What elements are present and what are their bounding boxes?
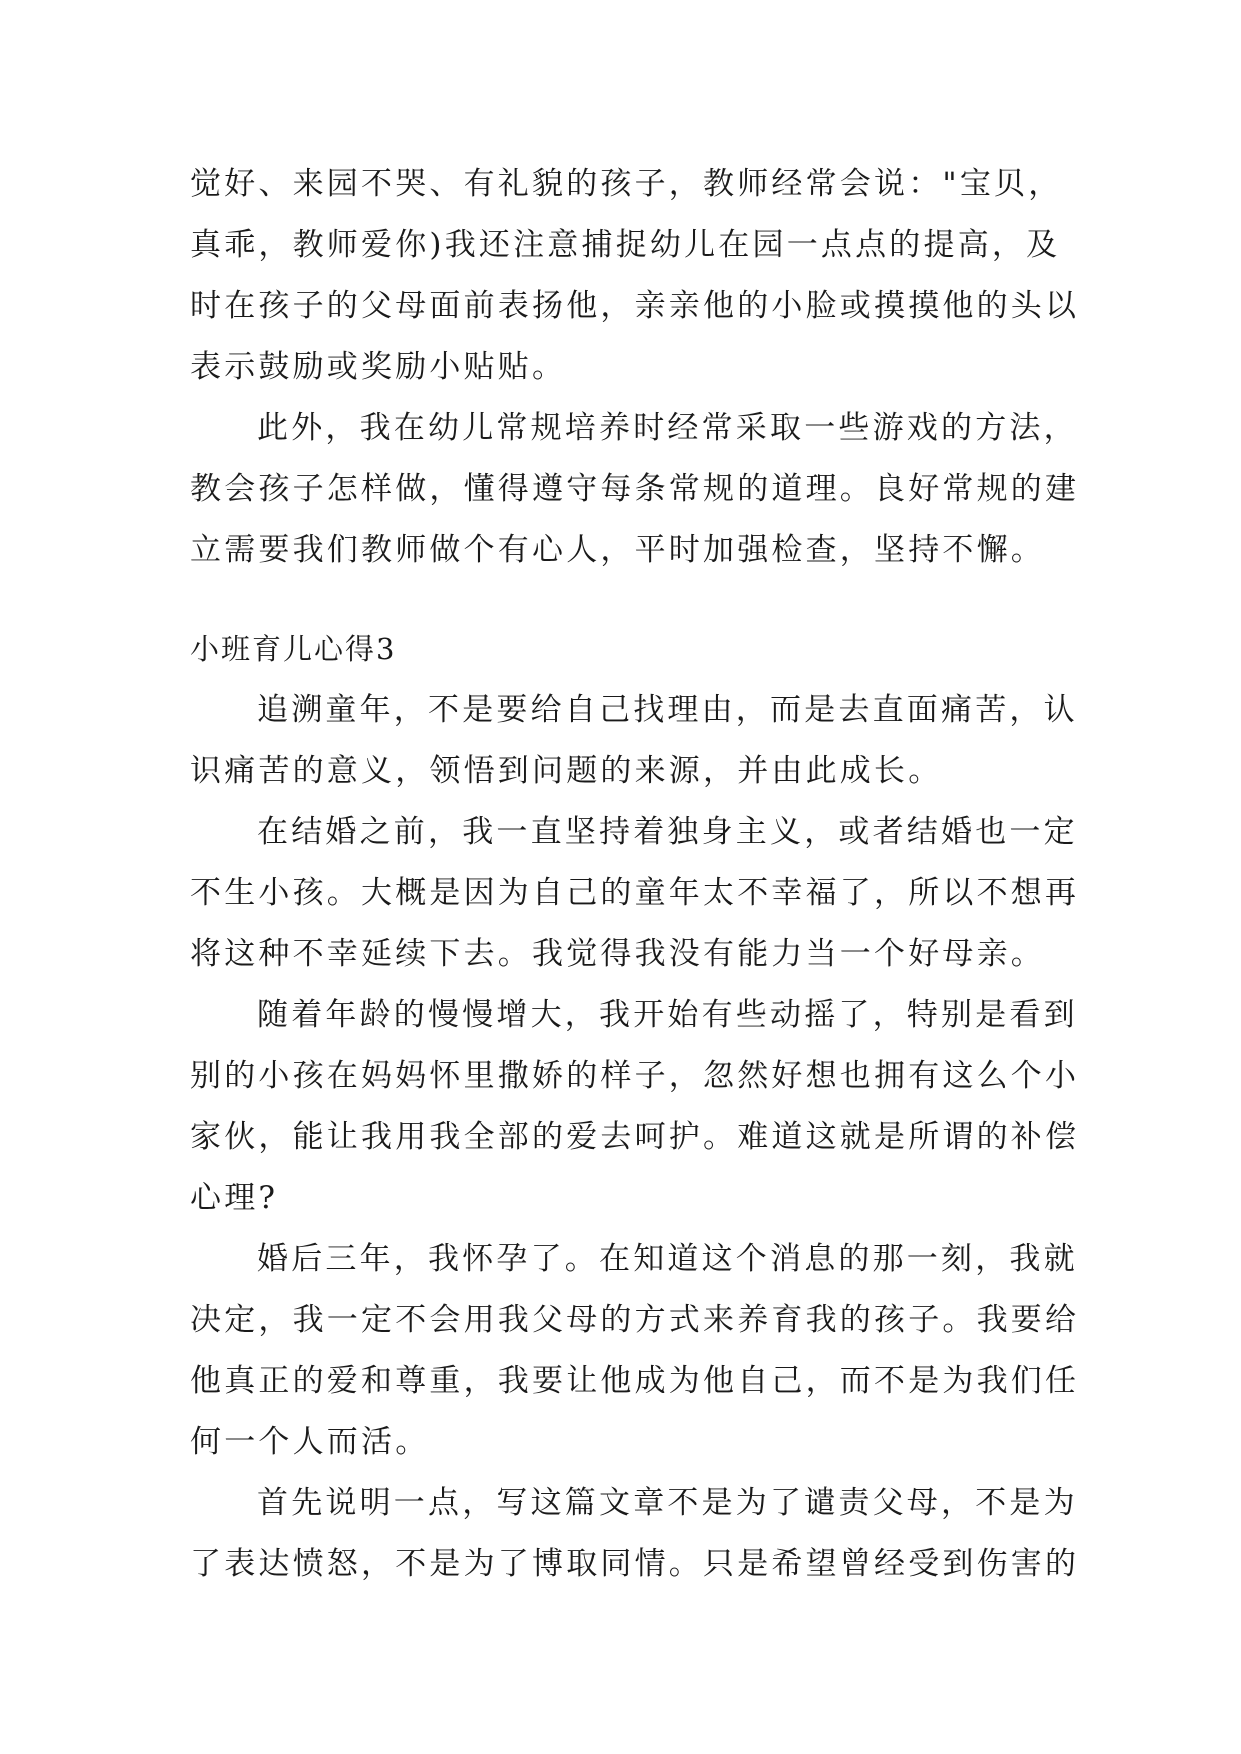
text-line: 心理? (190, 1180, 279, 1216)
text-line: 立需要我们教师做个有心人，平时加强检查，坚持不懈。 (190, 532, 1045, 568)
paragraph-first-line: 追溯童年，不是要给自己找理由，而是去直面痛苦，认 (257, 692, 1078, 728)
paragraph-first-line: 婚后三年，我怀孕了。在知道这个消息的那一刻，我就 (257, 1241, 1078, 1277)
text-line: 表示鼓励或奖励小贴贴。 (190, 349, 567, 385)
text-line: 不生小孩。大概是因为自己的童年太不幸福了，所以不想再 (190, 875, 1080, 911)
text-line: 时在孩子的父母面前表扬他，亲亲他的小脸或摸摸他的头以 (190, 288, 1080, 324)
text-line: 何一个人而活。 (190, 1424, 430, 1460)
paragraph-first-line: 随着年龄的慢慢增大，我开始有些动摇了，特别是看到 (257, 997, 1078, 1033)
text-line: 将这种不幸延续下去。我觉得我没有能力当一个好母亲。 (190, 936, 1045, 972)
text-line: 识痛苦的意义，领悟到问题的来源，并由此成长。 (190, 753, 943, 789)
section-heading: 小班育儿心得3 (190, 632, 397, 666)
text-line: 别的小孩在妈妈怀里撒娇的样子，忽然好想也拥有这么个小 (190, 1058, 1080, 1094)
paragraph-first-line: 首先说明一点，写这篇文章不是为了谴责父母，不是为 (257, 1485, 1078, 1521)
text-line: 觉好、来园不哭、有礼貌的孩子，教师经常会说："宝贝， (190, 166, 1063, 202)
text-line: 教会孩子怎样做，懂得遵守每条常规的道理。良好常规的建 (190, 471, 1080, 507)
text-line: 真乖，教师爱你)我还注意捕捉幼儿在园一点点的提高，及 (190, 227, 1061, 263)
text-line: 家伙，能让我用我全部的爱去呵护。难道这就是所谓的补偿 (190, 1119, 1080, 1155)
paragraph-first-line: 此外，我在幼儿常规培养时经常采取一些游戏的方法， (257, 410, 1078, 446)
text-line: 他真正的爱和尊重，我要让他成为他自己，而不是为我们任 (190, 1363, 1080, 1399)
text-line: 决定，我一定不会用我父母的方式来养育我的孩子。我要给 (190, 1302, 1080, 1338)
text-line: 了表达愤怒，不是为了博取同情。只是希望曾经受到伤害的 (190, 1546, 1080, 1582)
paragraph-first-line: 在结婚之前，我一直坚持着独身主义，或者结婚也一定 (257, 814, 1078, 850)
